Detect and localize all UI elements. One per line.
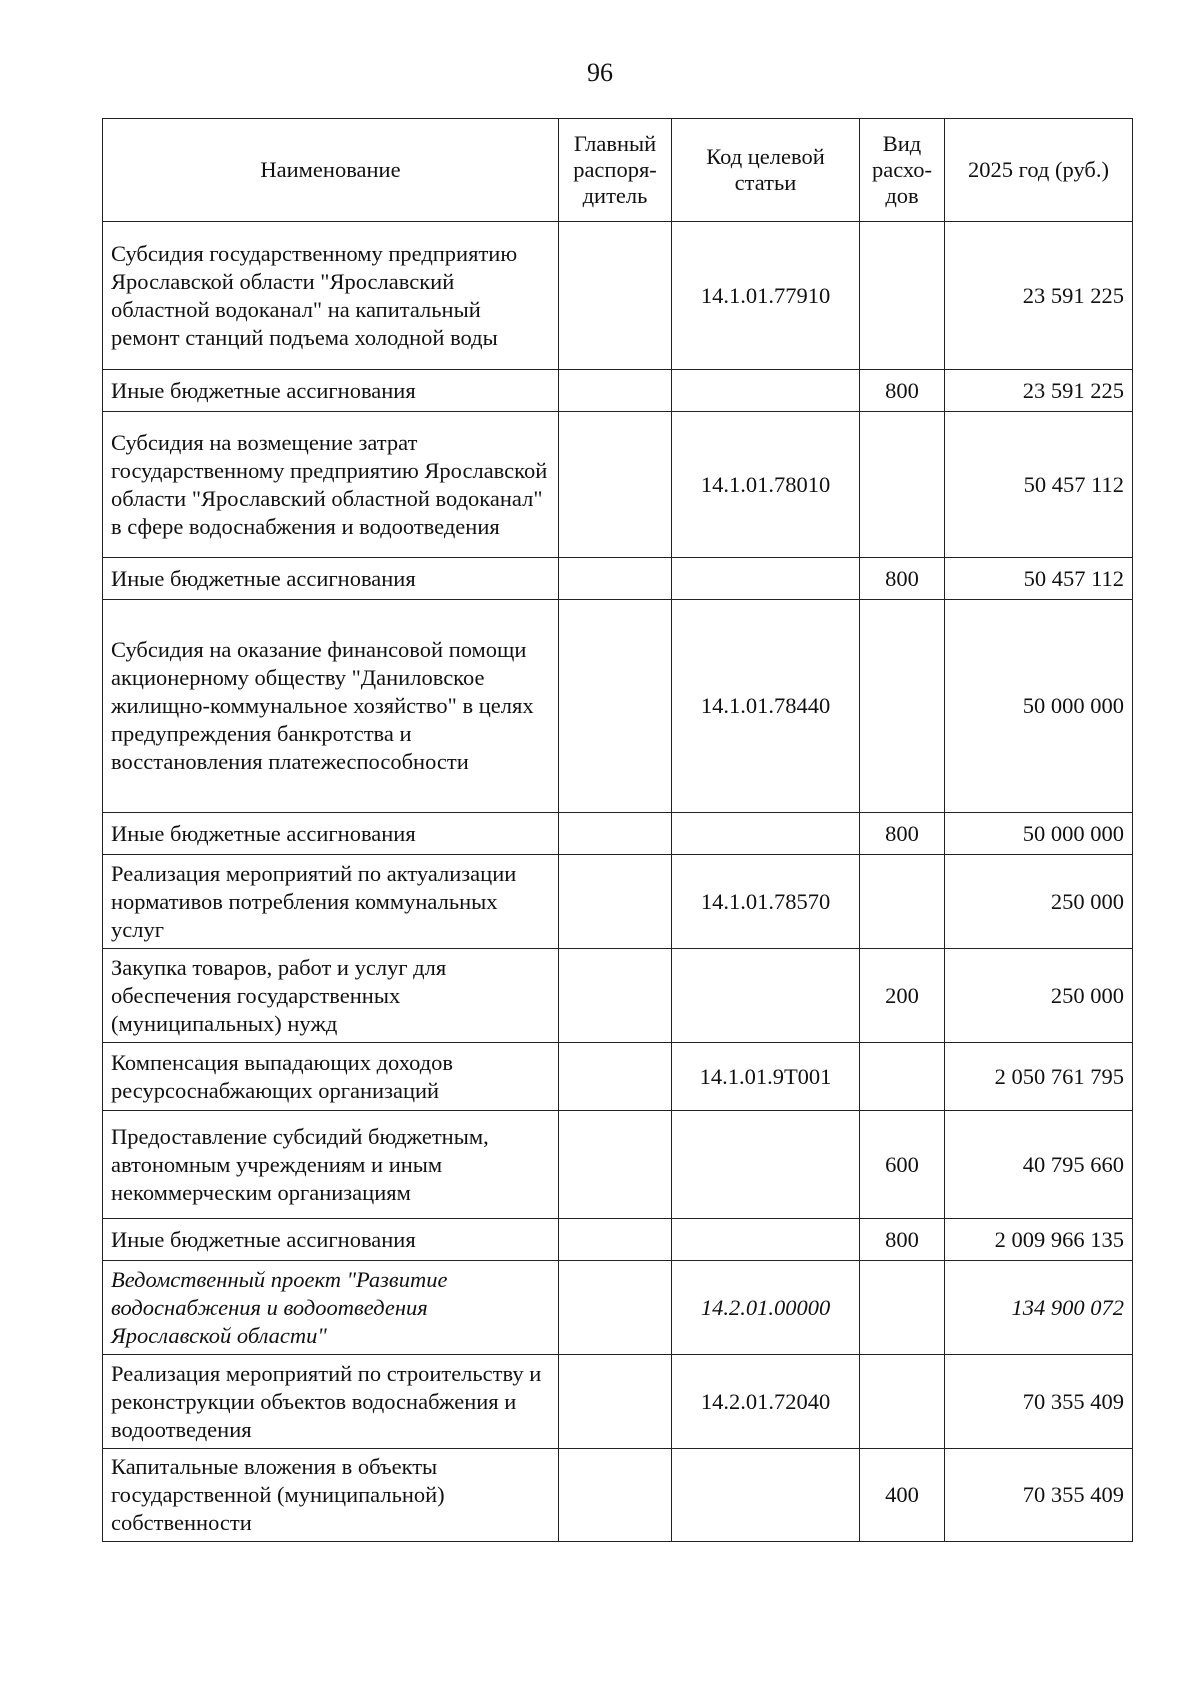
- header-row: [103, 119, 1133, 222]
- cell-code: 14.1.01.78570: [672, 855, 860, 949]
- cell-amount: 50 457 112: [945, 558, 1133, 600]
- cell-amount: 2 009 966 135: [945, 1219, 1133, 1261]
- cell-type: 400: [860, 1449, 945, 1542]
- cell-type: 800: [860, 813, 945, 855]
- cell-amount: 250 000: [945, 855, 1133, 949]
- cell-amount: 2 050 761 795: [945, 1043, 1133, 1111]
- cell-admin: [559, 600, 672, 813]
- table-row: [103, 558, 1133, 600]
- cell-name: Иные бюджетные ассигнования: [103, 813, 559, 855]
- cell-type: [860, 222, 945, 370]
- table-header: [103, 119, 1133, 222]
- cell-code: 14.1.01.77910: [672, 222, 860, 370]
- cell-name: Субсидия на возмещение затрат государственному предприятию Ярославской области "Ярославский областной водоканал" в сфере водоснабжения и водоотведения: [103, 412, 559, 558]
- cell-name: Субсидия государственному предприятию Ярославской области "Ярославский областной водоканал" на капитальный ремонт станций подъема холодной воды: [103, 222, 559, 370]
- cell-admin: [559, 1355, 672, 1449]
- table-row: [103, 222, 1133, 370]
- cell-type: 200: [860, 949, 945, 1043]
- cell-amount: 50 000 000: [945, 813, 1133, 855]
- cell-type: [860, 1043, 945, 1111]
- header-admin: Главный распоря-дитель: [559, 119, 672, 222]
- cell-amount: 50 457 112: [945, 412, 1133, 558]
- cell-code: 14.2.01.72040: [672, 1355, 860, 1449]
- table-row: [103, 949, 1133, 1043]
- cell-admin: [559, 1111, 672, 1219]
- budget-table: [102, 118, 1133, 1542]
- cell-name: Закупка товаров, работ и услуг для обеспечения государственных (муниципальных) нужд: [103, 949, 559, 1043]
- cell-amount: 70 355 409: [945, 1355, 1133, 1449]
- cell-admin: [559, 855, 672, 949]
- cell-code: [672, 1219, 860, 1261]
- table-row: [103, 1355, 1133, 1449]
- header-amount: 2025 год (руб.): [945, 119, 1133, 222]
- cell-amount: 40 795 660: [945, 1111, 1133, 1219]
- cell-type: 600: [860, 1111, 945, 1219]
- table-row: [103, 1261, 1133, 1355]
- table-row: [103, 1043, 1133, 1111]
- cell-amount: 23 591 225: [945, 370, 1133, 412]
- table-row: [103, 370, 1133, 412]
- cell-name: Иные бюджетные ассигнования: [103, 370, 559, 412]
- table-row: [103, 1111, 1133, 1219]
- cell-admin: [559, 949, 672, 1043]
- cell-code: [672, 1449, 860, 1542]
- cell-amount: 50 000 000: [945, 600, 1133, 813]
- cell-code: [672, 370, 860, 412]
- cell-name: Субсидия на оказание финансовой помощи акционерному обществу "Даниловское жилищно-коммунальное хозяйство" в целях предупреждения банкротства и восстановления платежеспособности: [103, 600, 559, 813]
- cell-type: 800: [860, 1219, 945, 1261]
- cell-name: Иные бюджетные ассигнования: [103, 558, 559, 600]
- cell-type: [860, 1261, 945, 1355]
- cell-admin: [559, 813, 672, 855]
- cell-code: 14.1.01.78440: [672, 600, 860, 813]
- cell-code: 14.1.01.78010: [672, 412, 860, 558]
- cell-amount: 250 000: [945, 949, 1133, 1043]
- cell-code: 14.2.01.00000: [672, 1261, 860, 1355]
- cell-admin: [559, 370, 672, 412]
- table-row: [103, 412, 1133, 558]
- table-row: [103, 1219, 1133, 1261]
- cell-code: [672, 1111, 860, 1219]
- table-body: [103, 222, 1133, 1542]
- cell-admin: [559, 1219, 672, 1261]
- cell-type: 800: [860, 370, 945, 412]
- header-code: Код целевой статьи: [672, 119, 860, 222]
- cell-admin: [559, 1043, 672, 1111]
- cell-admin: [559, 1261, 672, 1355]
- cell-name: Реализация мероприятий по строительству и реконструкции объектов водоснабжения и водоотведения: [103, 1355, 559, 1449]
- header-name: Наименование: [103, 119, 559, 222]
- cell-name: Компенсация выпадающих доходов ресурсоснабжающих организаций: [103, 1043, 559, 1111]
- cell-name: Реализация мероприятий по актуализации нормативов потребления коммунальных услуг: [103, 855, 559, 949]
- page-number: 96: [587, 58, 613, 87]
- cell-admin: [559, 558, 672, 600]
- cell-name: Ведомственный проект "Развитие водоснабжения и водоотведения Ярославской области": [103, 1261, 559, 1355]
- cell-name: Иные бюджетные ассигнования: [103, 1219, 559, 1261]
- table-row: [103, 855, 1133, 949]
- cell-amount: 134 900 072: [945, 1261, 1133, 1355]
- cell-type: 800: [860, 558, 945, 600]
- cell-admin: [559, 412, 672, 558]
- cell-code: 14.1.01.9Т001: [672, 1043, 860, 1111]
- table-row: [103, 1449, 1133, 1542]
- cell-name: Капитальные вложения в объекты государственной (муниципальной) собственности: [103, 1449, 559, 1542]
- cell-amount: 23 591 225: [945, 222, 1133, 370]
- table-row: [103, 600, 1133, 813]
- cell-code: [672, 558, 860, 600]
- table-row: [103, 813, 1133, 855]
- cell-code: [672, 949, 860, 1043]
- cell-code: [672, 813, 860, 855]
- cell-type: [860, 412, 945, 558]
- cell-name: Предоставление субсидий бюджетным, автономным учреждениям и иным некоммерческим организациям: [103, 1111, 559, 1219]
- cell-type: [860, 855, 945, 949]
- cell-type: [860, 1355, 945, 1449]
- cell-admin: [559, 222, 672, 370]
- cell-type: [860, 600, 945, 813]
- header-type: Вид расхо-дов: [860, 119, 945, 222]
- cell-amount: 70 355 409: [945, 1449, 1133, 1542]
- cell-admin: [559, 1449, 672, 1542]
